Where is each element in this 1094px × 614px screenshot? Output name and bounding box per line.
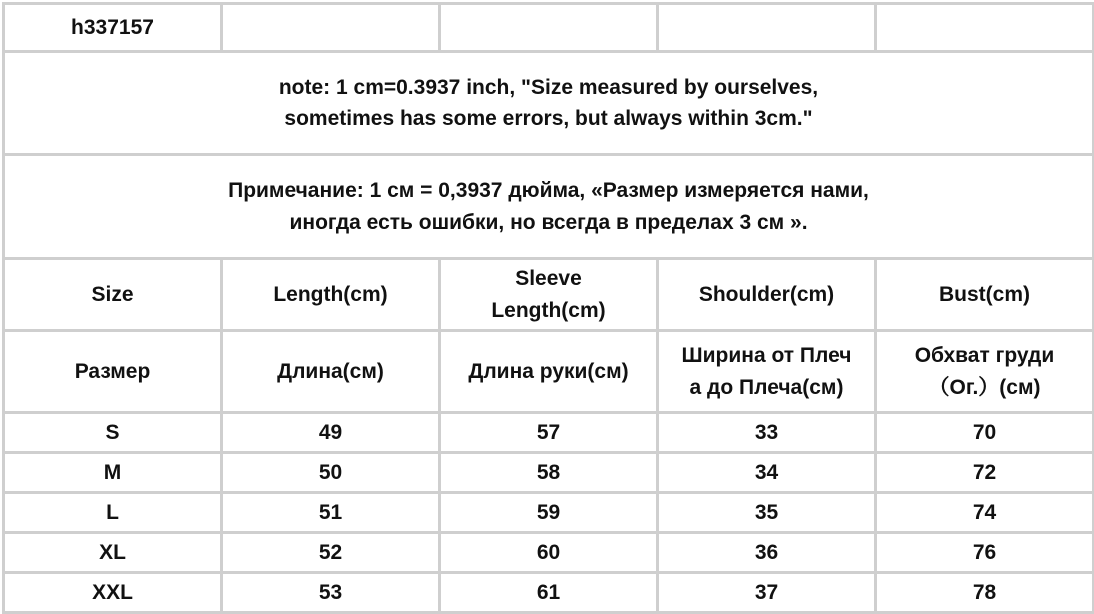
empty-cell: [440, 4, 658, 52]
shoulder-cell: 37: [658, 573, 876, 613]
size-cell: XXL: [4, 573, 222, 613]
size-cell: XL: [4, 533, 222, 573]
table-row: [4, 453, 1094, 493]
header-size: Size: [4, 259, 222, 331]
table-row: [4, 413, 1094, 453]
product-code: h337157: [4, 4, 222, 52]
header-bust: Bust(cm): [876, 259, 1094, 331]
length-cell: 51: [222, 493, 440, 533]
header-row-russian: [4, 331, 1094, 413]
sleeve-length-cell: 59: [440, 493, 658, 533]
length-cell: 53: [222, 573, 440, 613]
sleeve-length-cell: 57: [440, 413, 658, 453]
header-length: Length(cm): [222, 259, 440, 331]
length-cell: 50: [222, 453, 440, 493]
sleeve-length-cell: 61: [440, 573, 658, 613]
header-sleeve-length-ru: Длина руки(см): [440, 331, 658, 413]
shoulder-cell: 35: [658, 493, 876, 533]
shoulder-cell: 33: [658, 413, 876, 453]
bust-cell: 70: [876, 413, 1094, 453]
note-english-row: [4, 52, 1094, 155]
table-row: [4, 493, 1094, 533]
empty-cell: [876, 4, 1094, 52]
size-cell: M: [4, 453, 222, 493]
note-russian-row: [4, 155, 1094, 259]
header-shoulder: Shoulder(cm): [658, 259, 876, 331]
header-bust-ru: Обхват груди （Ог.）(см): [876, 331, 1094, 413]
length-cell: 52: [222, 533, 440, 573]
sleeve-length-cell: 60: [440, 533, 658, 573]
header-size-ru: Размер: [4, 331, 222, 413]
note-russian: Примечание: 1 см = 0,3937 дюйма, «Размер измеряется нами, иногда есть ошибки, но всегда в пределах 3 см ».: [4, 155, 1094, 259]
bust-cell: 72: [876, 453, 1094, 493]
empty-cell: [658, 4, 876, 52]
size-cell: S: [4, 413, 222, 453]
size-chart-table: [2, 2, 1094, 614]
length-cell: 49: [222, 413, 440, 453]
table-row: [4, 573, 1094, 613]
bust-cell: 74: [876, 493, 1094, 533]
table-row: [4, 533, 1094, 573]
bust-cell: 76: [876, 533, 1094, 573]
bust-cell: 78: [876, 573, 1094, 613]
empty-cell: [222, 4, 440, 52]
product-code-row: [4, 4, 1094, 52]
sleeve-length-cell: 58: [440, 453, 658, 493]
size-cell: L: [4, 493, 222, 533]
shoulder-cell: 34: [658, 453, 876, 493]
header-sleeve-length: Sleeve Length(cm): [440, 259, 658, 331]
header-row-english: [4, 259, 1094, 331]
header-shoulder-ru: Ширина от Плеч а до Плеча(см): [658, 331, 876, 413]
note-english: note: 1 cm=0.3937 inch, "Size measured by ourselves, sometimes has some errors, but always within 3cm.": [4, 52, 1094, 155]
shoulder-cell: 36: [658, 533, 876, 573]
header-length-ru: Длина(см): [222, 331, 440, 413]
